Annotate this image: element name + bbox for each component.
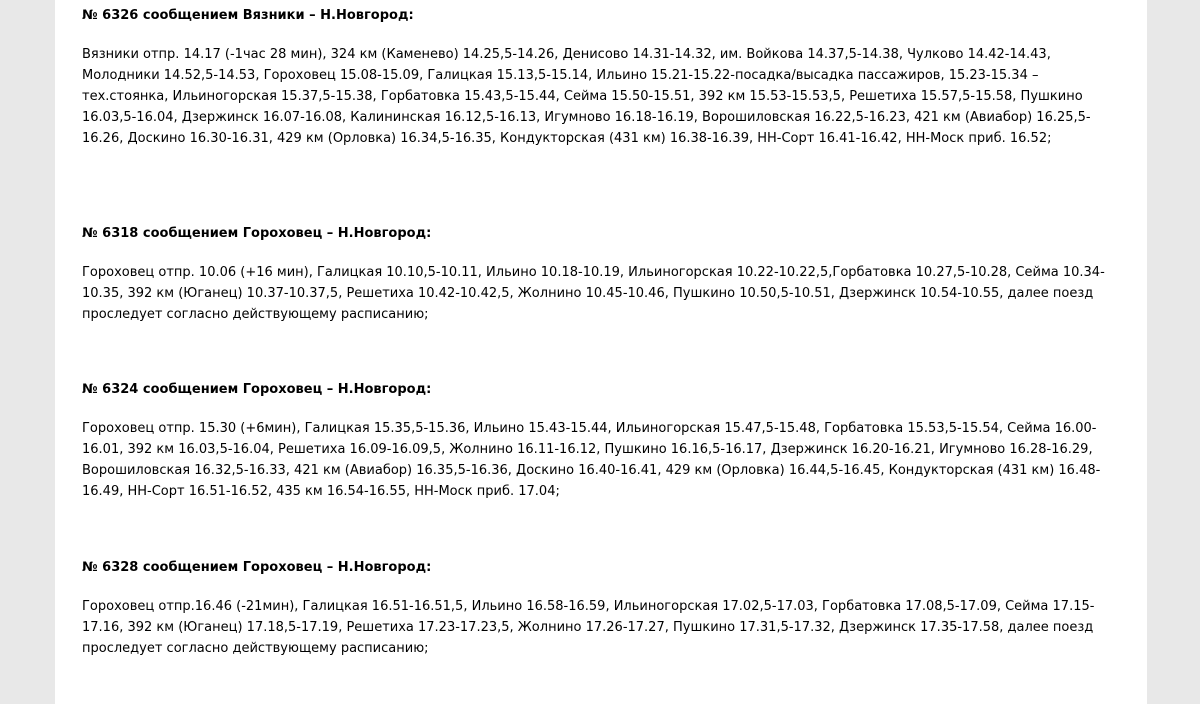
section-schedule-text: Гороховец отпр. 15.30 (+6мин), Галицкая 15.35,5-15.36, Ильино 15.43-15.44, Ильиногорская 15.47,5-15.48, Горбатовка 15.53,5-15.54, Сейма 16.00-16.01, 392 км 16.03,5-16.04, Решетиха 16.09-16.09,5, Жолнино 16.11-16.12, Пушкино 16.16,5-16.17, Дзержинск 16.20-16.21, Игумново 16.28-16.29, Ворошиловская 16.32,5-16.33, 421 км (Авиабор) 16.35,5-16.36, Доскино 16.40-16.41, 429 км (Орловка) 16.44,5-16.45, Кондукторская (431 км) 16.48-16.49, НН-Сорт 16.51-16.52, 435 км 16.54-16.55, НН-Моск приб. 17.04; (82, 421, 1101, 499)
section-schedule-text: Гороховец отпр.16.46 (-21мин), Галицкая 16.51-16.51,5, Ильино 16.58-16.59, Ильиногорская 17.02,5-17.03, Горбатовка 17.08,5-17.09, Сейма 17.15-17.16, 392 км (Юганец) 17.18,5-17.19, Решетиха 17.23-17.23,5, Жолнино 17.26-17.27, Пушкино 17.31,5-17.32, Дзержинск 17.35-17.58, далее поезд проследует согласно действующему расписанию; (82, 599, 1095, 656)
section-heading: № 6328 сообщением Гороховец – Н.Новгород: (82, 560, 432, 575)
section-heading: № 6318 сообщением Гороховец – Н.Новгород: (82, 226, 432, 241)
train-section-6328 (82, 560, 1127, 659)
train-section-6324 (82, 382, 1127, 502)
section-heading: № 6326 сообщением Вязники – Н.Новгород: (82, 8, 414, 23)
train-section-6318 (82, 226, 1127, 325)
section-schedule-text: Вязники отпр. 14.17 (-1час 28 мин), 324 км (Каменево) 14.25,5-14.26, Денисово 14.31-14.32, им. Войкова 14.37,5-14.38, Чулково 14.42-14.43, Молодники 14.52,5-14.53, Гороховец 15.08-15.09, Галицкая 15.13,5-15.14, Ильино 15.21-15.22-посадка/высадка пассажиров, 15.23-15.34 – тех.стоянка, Ильиногорская 15.37,5-15.38, Горбатовка 15.43,5-15.44, Сейма 15.50-15.51, 392 км 15.53-15.53,5, Решетиха 15.57,5-15.58, Пушкино 16.03,5-16.04, Дзержинск 16.07-16.08, Калининская 16.12,5-16.13, Игумново 16.18-16.19, Ворошиловская 16.22,5-16.23, 421 км (Авиабор) 16.25,5-16.26, Доскино 16.30-16.31, 429 км (Орловка) 16.34,5-16.35, Кондукторская (431 км) 16.38-16.39, НН-Сорт 16.41-16.42, НН-Моск приб. 16.52; (82, 47, 1091, 146)
section-heading: № 6324 сообщением Гороховец – Н.Новгород: (82, 382, 432, 397)
section-schedule-text: Гороховец отпр. 10.06 (+16 мин), Галицкая 10.10,5-10.11, Ильино 10.18-10.19, Ильиногорская 10.22-10.22,5,Горбатовка 10.27,5-10.28, Сейма 10.34-10.35, 392 км (Юганец) 10.37-10.37,5, Решетиха 10.42-10.42,5, Жолнино 10.45-10.46, Пушкино 10.50,5-10.51, Дзержинск 10.54-10.55, далее поезд проследует согласно действующему расписанию; (82, 265, 1105, 322)
train-section-6326 (82, 8, 1127, 149)
page-content-area (55, 0, 1147, 704)
